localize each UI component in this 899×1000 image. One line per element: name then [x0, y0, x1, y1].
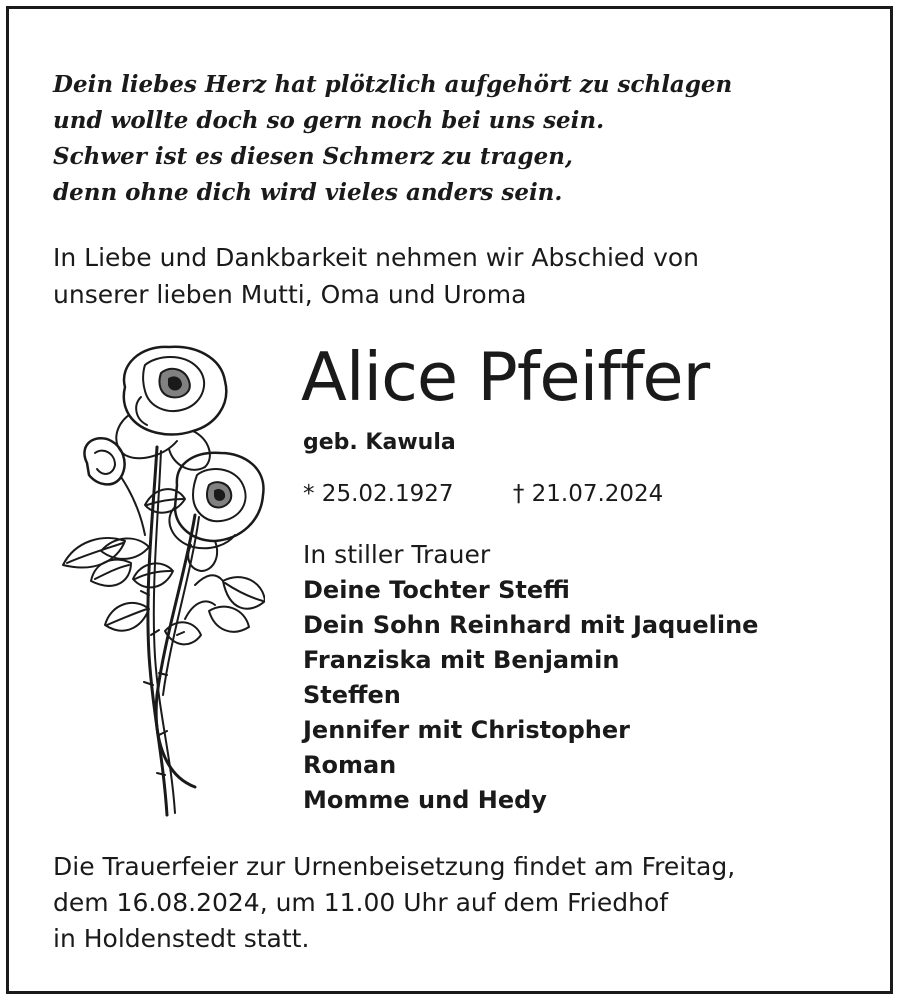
- service-line: dem 16.08.2024, um 11.00 Uhr auf dem Friedhof: [53, 888, 669, 917]
- verse-line: Dein liebes Herz hat plötzlich aufgehört zu schlagen: [53, 71, 733, 98]
- mourner-name: Roman: [303, 751, 397, 779]
- mourner-name: Dein Sohn Reinhard mit Jaqueline: [303, 611, 759, 639]
- mourner-name: Franziska mit Benjamin: [303, 646, 620, 674]
- mourner-name: Steffen: [303, 681, 401, 709]
- maiden-name: geb. Kawula: [303, 430, 456, 455]
- birth-date: * 25.02.1927: [303, 481, 454, 507]
- death-date: † 21.07.2024: [512, 481, 664, 507]
- intro-line: In Liebe und Dankbarkeit nehmen wir Abschied von: [53, 243, 700, 272]
- mourning-label: In stiller Trauer: [303, 540, 491, 569]
- life-dates: [303, 477, 663, 511]
- verse-line: und wollte doch so gern noch bei uns sein.: [53, 107, 605, 134]
- rose-illustration-icon: [45, 335, 265, 817]
- intro-line: unserer lieben Mutti, Oma und Uroma: [53, 280, 527, 309]
- verse-line: denn ohne dich wird vieles anders sein.: [53, 179, 563, 206]
- farewell-intro: [53, 239, 699, 313]
- memorial-verse: [53, 67, 732, 211]
- verse-line: Schwer ist es diesen Schmerz zu tragen,: [53, 143, 573, 170]
- mourners-list: [303, 573, 758, 818]
- obituary-notice: [6, 6, 893, 994]
- service-line: Die Trauerfeier zur Urnenbeisetzung findet am Freitag,: [53, 852, 736, 881]
- deceased-name: Alice Pfeiffer: [301, 338, 710, 416]
- mourner-name: Jennifer mit Christopher: [303, 716, 630, 744]
- service-line: in Holdenstedt statt.: [53, 924, 310, 953]
- funeral-service-info: [53, 849, 735, 957]
- mourner-name: Deine Tochter Steffi: [303, 576, 570, 604]
- mourner-name: Momme und Hedy: [303, 786, 547, 814]
